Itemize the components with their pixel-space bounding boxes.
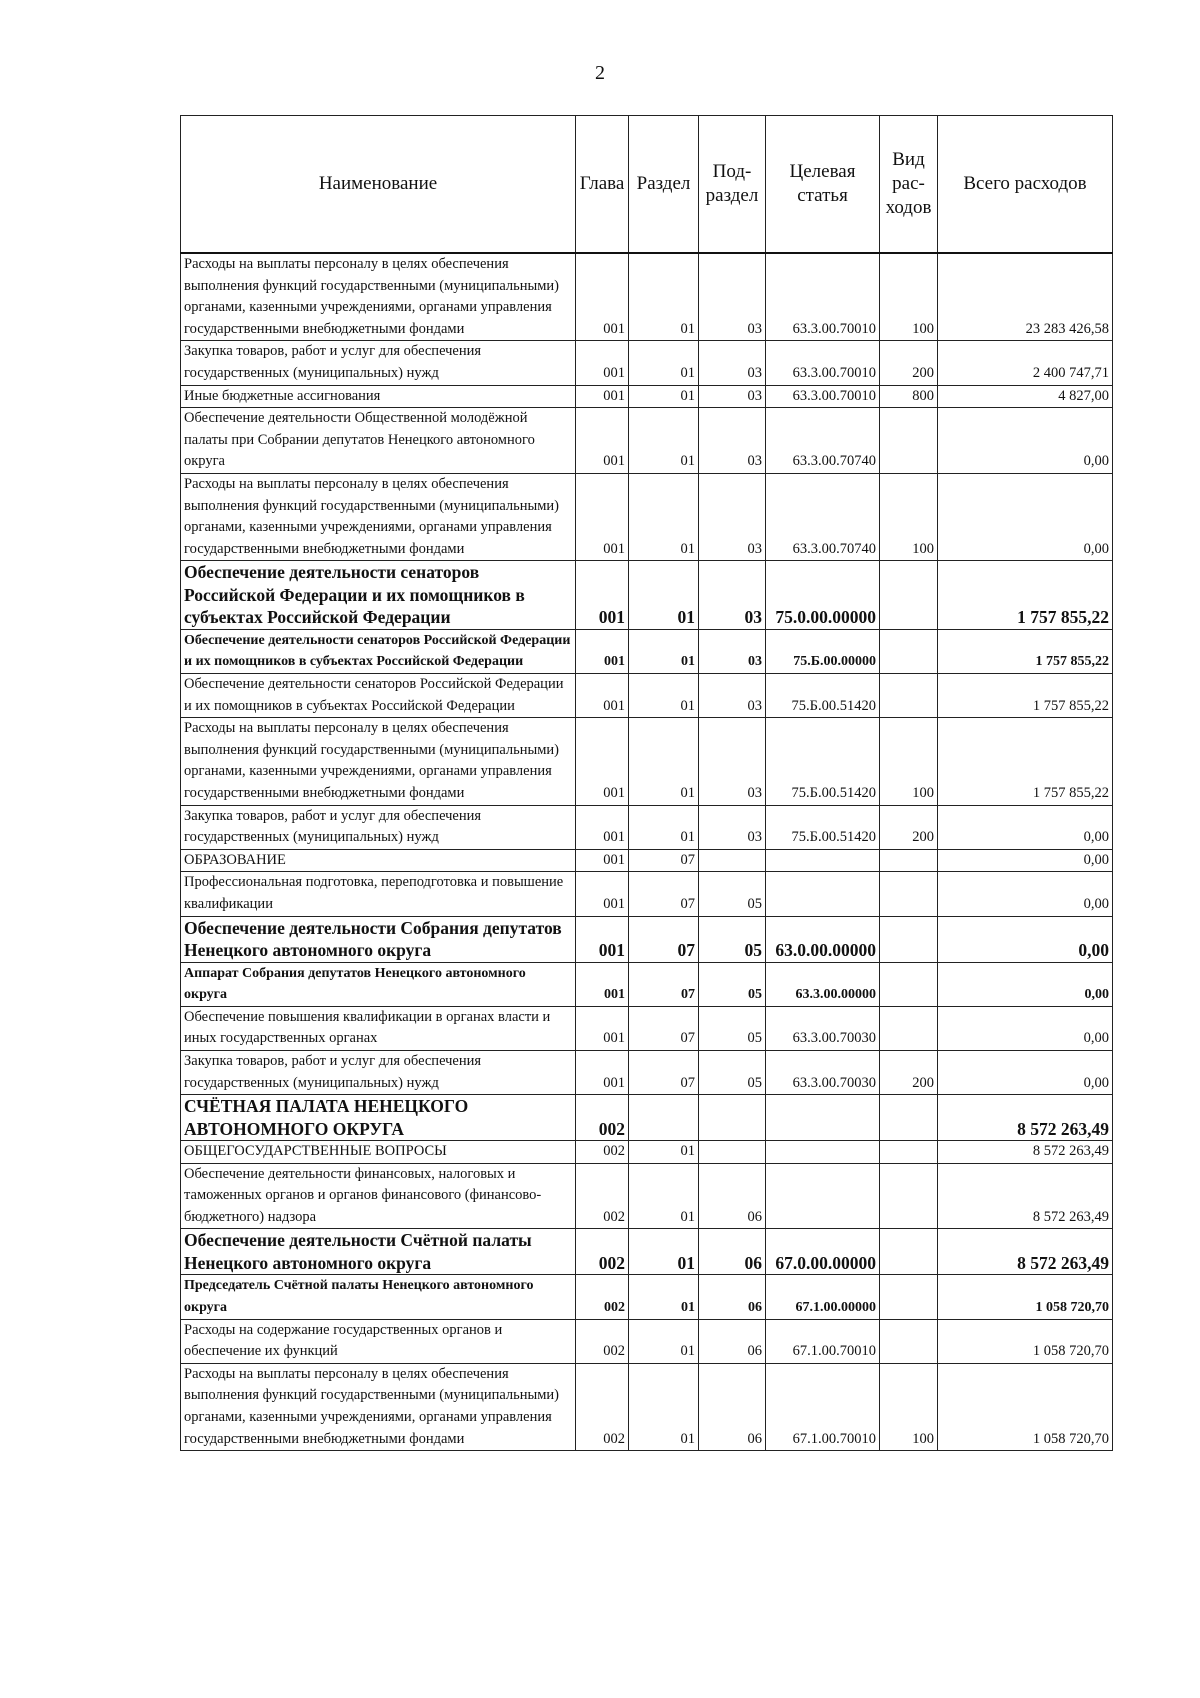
cell-section: 07 [629,849,699,872]
cell-section: 01 [629,1275,699,1319]
cell-subsection: 05 [699,872,766,916]
cell-total: 0,00 [938,1050,1113,1094]
cell-section: 07 [629,916,699,962]
cell-chapter: 001 [576,341,629,385]
table-row [181,718,1113,805]
table-row [181,1363,1113,1450]
cell-name: Расходы на содержание государственных органов и обеспечение их функций [181,1319,576,1363]
table-row [181,674,1113,718]
table-row [181,1163,1113,1229]
table-row [181,849,1113,872]
cell-total: 0,00 [938,473,1113,560]
cell-section: 01 [629,473,699,560]
cell-type [880,1095,938,1141]
cell-type: 100 [880,473,938,560]
cell-chapter: 002 [576,1363,629,1450]
table-row [181,385,1113,408]
table-row [181,1319,1113,1363]
cell-chapter: 001 [576,408,629,474]
cell-target: 63.3.00.70740 [766,408,880,474]
cell-section: 01 [629,1319,699,1363]
header-section: Раздел [629,116,699,254]
table-row [181,1141,1113,1164]
cell-total: 1 757 855,22 [938,718,1113,805]
cell-target [766,1141,880,1164]
cell-target: 63.3.00.70010 [766,253,880,341]
cell-name: Обеспечение повышения квалификации в органах власти и иных государственных органах [181,1006,576,1050]
cell-name: Председатель Счётной палаты Ненецкого автономного округа [181,1275,576,1319]
cell-total: 4 827,00 [938,385,1113,408]
cell-chapter: 001 [576,1006,629,1050]
cell-name: Расходы на выплаты персоналу в целях обеспечения выполнения функций государственными (муниципальными) органами, казенными учреждениями, органами управления государственными внебюджетными фондами [181,1363,576,1450]
cell-name: Закупка товаров, работ и услуг для обеспечения государственных (муниципальных) нужд [181,1050,576,1094]
cell-target: 67.1.00.70010 [766,1363,880,1450]
cell-target: 67.1.00.00000 [766,1275,880,1319]
cell-total: 1 058 720,70 [938,1275,1113,1319]
table-row [181,629,1113,673]
cell-type [880,561,938,630]
cell-section: 01 [629,561,699,630]
cell-subsection: 06 [699,1363,766,1450]
cell-target: 75.0.00.00000 [766,561,880,630]
cell-type: 800 [880,385,938,408]
cell-total: 0,00 [938,805,1113,849]
cell-name: Обеспечение деятельности финансовых, налоговых и таможенных органов и органов финансового (финансово-бюджетного) надзора [181,1163,576,1229]
cell-total: 8 572 263,49 [938,1095,1113,1141]
cell-subsection: 05 [699,916,766,962]
cell-target [766,1095,880,1141]
cell-total: 1 058 720,70 [938,1363,1113,1450]
cell-name: Обеспечение деятельности Счётной палаты Ненецкого автономного округа [181,1229,576,1275]
cell-target [766,1163,880,1229]
cell-target: 63.0.00.00000 [766,916,880,962]
cell-chapter: 002 [576,1319,629,1363]
cell-subsection: 06 [699,1319,766,1363]
cell-chapter: 002 [576,1275,629,1319]
cell-total: 23 283 426,58 [938,253,1113,341]
cell-type [880,1163,938,1229]
cell-target: 67.0.00.00000 [766,1229,880,1275]
cell-type [880,872,938,916]
cell-target: 63.3.00.70010 [766,341,880,385]
cell-chapter: 001 [576,253,629,341]
cell-chapter: 001 [576,872,629,916]
table-row [181,962,1113,1006]
cell-name: Обеспечение деятельности сенаторов Российской Федерации и их помощников в субъектах Российской Федерации [181,561,576,630]
cell-section: 07 [629,962,699,1006]
cell-total: 0,00 [938,408,1113,474]
cell-chapter: 001 [576,385,629,408]
page-number: 2 [595,62,605,84]
cell-section: 01 [629,1163,699,1229]
cell-type [880,1006,938,1050]
cell-subsection [699,1141,766,1164]
cell-chapter: 001 [576,674,629,718]
cell-section: 01 [629,341,699,385]
cell-chapter: 001 [576,629,629,673]
cell-subsection: 06 [699,1163,766,1229]
cell-total: 0,00 [938,962,1113,1006]
cell-chapter: 001 [576,916,629,962]
cell-target: 63.3.00.00000 [766,962,880,1006]
cell-chapter: 002 [576,1095,629,1141]
cell-type [880,1229,938,1275]
cell-type: 200 [880,341,938,385]
table-row [181,1006,1113,1050]
cell-section: 01 [629,629,699,673]
cell-name: Закупка товаров, работ и услуг для обеспечения государственных (муниципальных) нужд [181,341,576,385]
cell-subsection [699,849,766,872]
table-row [181,916,1113,962]
cell-type [880,1141,938,1164]
cell-type: 100 [880,1363,938,1450]
table-row [181,253,1113,341]
cell-section: 01 [629,1229,699,1275]
cell-chapter: 002 [576,1229,629,1275]
cell-target: 63.3.00.70030 [766,1006,880,1050]
cell-subsection: 03 [699,629,766,673]
cell-chapter: 001 [576,805,629,849]
cell-type [880,916,938,962]
cell-total: 0,00 [938,872,1113,916]
cell-target [766,872,880,916]
cell-section: 01 [629,805,699,849]
table-row [181,1095,1113,1141]
header-subsection: Под-раздел [699,116,766,254]
cell-target: 63.3.00.70010 [766,385,880,408]
cell-chapter: 001 [576,718,629,805]
table-row [181,1229,1113,1275]
table-row [181,473,1113,560]
cell-subsection: 03 [699,718,766,805]
cell-section: 01 [629,674,699,718]
cell-subsection: 03 [699,253,766,341]
cell-name: Расходы на выплаты персоналу в целях обеспечения выполнения функций государственными (муниципальными) органами, казенными учреждениями, органами управления государственными внебюджетными фондами [181,253,576,341]
cell-target: 75.Б.00.51420 [766,805,880,849]
cell-name: СЧЁТНАЯ ПАЛАТА НЕНЕЦКОГО АВТОНОМНОГО ОКРУГА [181,1095,576,1141]
cell-subsection: 05 [699,1050,766,1094]
cell-name: Расходы на выплаты персоналу в целях обеспечения выполнения функций государственными (муниципальными) органами, казенными учреждениями, органами управления государственными внебюджетными фондами [181,718,576,805]
cell-name: Обеспечение деятельности сенаторов Российской Федерации и их помощников в субъектах Российской Федерации [181,674,576,718]
table-row [181,872,1113,916]
cell-section: 01 [629,408,699,474]
cell-section: 01 [629,1363,699,1450]
cell-type [880,1275,938,1319]
cell-chapter: 001 [576,473,629,560]
cell-target: 67.1.00.70010 [766,1319,880,1363]
cell-total: 0,00 [938,849,1113,872]
header-type: Вид рас-ходов [880,116,938,254]
cell-name: Закупка товаров, работ и услуг для обеспечения государственных (муниципальных) нужд [181,805,576,849]
header-chapter: Глава [576,116,629,254]
cell-section: 07 [629,872,699,916]
cell-total: 8 572 263,49 [938,1229,1113,1275]
cell-section: 01 [629,253,699,341]
cell-subsection: 03 [699,805,766,849]
cell-chapter: 001 [576,849,629,872]
cell-total: 0,00 [938,1006,1113,1050]
cell-target: 75.Б.00.51420 [766,674,880,718]
cell-type [880,408,938,474]
cell-chapter: 001 [576,561,629,630]
cell-name: Расходы на выплаты персоналу в целях обеспечения выполнения функций государственными (муниципальными) органами, казенными учреждениями, органами управления государственными внебюджетными фондами [181,473,576,560]
cell-total: 1 757 855,22 [938,561,1113,630]
cell-type [880,629,938,673]
cell-subsection: 03 [699,408,766,474]
cell-subsection: 06 [699,1229,766,1275]
cell-target: 63.3.00.70740 [766,473,880,560]
cell-subsection: 03 [699,674,766,718]
header-total: Всего расходов [938,116,1113,254]
header-target: Целевая статья [766,116,880,254]
cell-section: 07 [629,1050,699,1094]
cell-type: 200 [880,1050,938,1094]
cell-section: 01 [629,385,699,408]
table-row [181,341,1113,385]
cell-type [880,674,938,718]
cell-chapter: 001 [576,962,629,1006]
cell-name: Иные бюджетные ассигнования [181,385,576,408]
table-row [181,561,1113,630]
cell-chapter: 001 [576,1050,629,1094]
cell-subsection: 03 [699,341,766,385]
expenditure-table [180,115,1113,1451]
cell-total: 8 572 263,49 [938,1141,1113,1164]
cell-type [880,1319,938,1363]
cell-total: 1 757 855,22 [938,674,1113,718]
cell-target: 75.Б.00.51420 [766,718,880,805]
cell-section: 07 [629,1006,699,1050]
cell-total: 1 757 855,22 [938,629,1113,673]
table-row [181,1275,1113,1319]
cell-name: Профессиональная подготовка, переподготовка и повышение квалификации [181,872,576,916]
table-header-row [181,116,1113,254]
cell-name: Обеспечение деятельности Собрания депутатов Ненецкого автономного округа [181,916,576,962]
cell-name: ОБЩЕГОСУДАРСТВЕННЫЕ ВОПРОСЫ [181,1141,576,1164]
cell-name: Аппарат Собрания депутатов Ненецкого автономного округа [181,962,576,1006]
cell-section: 01 [629,718,699,805]
cell-subsection: 03 [699,385,766,408]
cell-name: Обеспечение деятельности сенаторов Российской Федерации и их помощников в субъектах Российской Федерации [181,629,576,673]
cell-chapter: 002 [576,1163,629,1229]
cell-total: 2 400 747,71 [938,341,1113,385]
cell-type: 100 [880,253,938,341]
cell-total: 0,00 [938,916,1113,962]
cell-section: 01 [629,1141,699,1164]
cell-target: 75.Б.00.00000 [766,629,880,673]
cell-subsection [699,1095,766,1141]
cell-type [880,849,938,872]
table-row [181,805,1113,849]
cell-total: 1 058 720,70 [938,1319,1113,1363]
table-row [181,408,1113,474]
cell-chapter: 002 [576,1141,629,1164]
cell-name: Обеспечение деятельности Общественной молодёжной палаты при Собрании депутатов Ненецкого автономного округа [181,408,576,474]
cell-subsection: 05 [699,1006,766,1050]
header-name: Наименование [181,116,576,254]
cell-type: 200 [880,805,938,849]
cell-target [766,849,880,872]
cell-type [880,962,938,1006]
cell-subsection: 06 [699,1275,766,1319]
cell-total: 8 572 263,49 [938,1163,1113,1229]
cell-subsection: 03 [699,561,766,630]
table-row [181,1050,1113,1094]
cell-section [629,1095,699,1141]
cell-subsection: 03 [699,473,766,560]
cell-target: 63.3.00.70030 [766,1050,880,1094]
cell-subsection: 05 [699,962,766,1006]
cell-name: ОБРАЗОВАНИЕ [181,849,576,872]
cell-type: 100 [880,718,938,805]
